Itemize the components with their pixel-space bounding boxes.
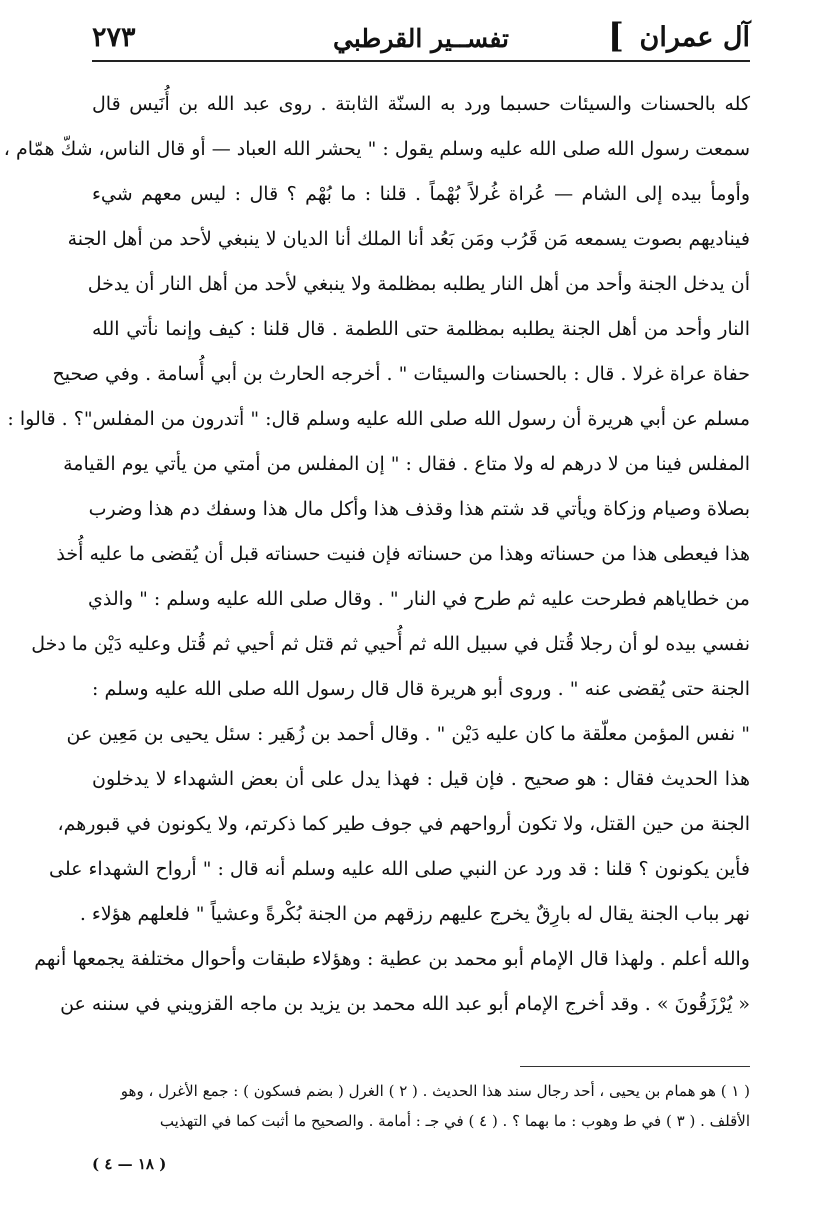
- page-header: [92, 14, 750, 62]
- header-rule: [92, 60, 750, 62]
- text-line: المفلس فينا من لا درهم له ولا متاع . فقال : " إن المفلس من أمتي من يأتي يوم القيامة: [63, 453, 750, 475]
- surah-title: آل عمران: [639, 22, 750, 53]
- text-line: الجنة حتى يُقضى عنه " . وروى أبو هريرة قال قال رسول الله صلى الله عليه وسلم :: [92, 678, 750, 700]
- text-line: أن يدخل الجنة وأحد من أهل النار يطلبه بمظلمة ولا ينبغي لأحد من أهل النار أن يدخل: [87, 273, 750, 295]
- footnote-line: الأقلف . ( ٣ ) في ط وهوب : ما بهما ؟ . ( ٤ ) في جـ : أمامة . والصحيح ما أثبت كما في التهذيب: [159, 1112, 750, 1130]
- text-line: كله بالحسنات والسيئات حسبما ورد به السنّة الثابتة . روى عبد الله بن أُنَيس قال: [92, 93, 750, 115]
- text-line: بصلاة وصيام وزكاة ويأتي قد شتم هذا وقذف هذا وأكل مال هذا وسفك دم هذا وضرب: [88, 498, 750, 520]
- text-line: هذا فيعطى هذا من حسناته وهذا من حسناته فإن فنيت حسناته قبل أن يُقضى ما عليه أُخذ: [56, 543, 750, 565]
- header-bracket: ]: [607, 16, 624, 56]
- text-line: « يُرْزَقُونَ » . وقد أخرج الإمام أبو عبد الله محمد بن يزيد بن ماجه القزويني في سننه عن: [60, 993, 750, 1015]
- text-line: هذا الحديث فقال : هو صحيح . فإن قيل : فهذا يدل على أن بعض الشهداء لا يدخلون: [92, 768, 750, 790]
- text-line: حفاة عراة غرلا . قال : بالحسنات والسيئات " . أخرجه الحارث بن أبي أُسامة . وفي صحيح: [52, 363, 750, 385]
- text-line: سمعت رسول الله صلى الله عليه وسلم يقول : " يحشر الله العباد — أو قال الناس، شكّ همّام ،: [3, 138, 750, 160]
- text-line: وأومأ بيده إلى الشام — عُراة غُرلاً بُهْماً . قلنا : ما بُهْم ؟ قال : ليس معهم شيء: [92, 183, 750, 205]
- text-line: فأين يكونون ؟ قلنا : قد ورد عن النبي صلى الله عليه وسلم أنه قال : " أرواح الشهداء على: [49, 858, 750, 880]
- text-line: الجنة من حين القتل، ولا تكون أرواحهم في جوف طير كما ذكرتم، ولا يكونون في قبورهم،: [57, 813, 750, 835]
- text-line: نفسي بيده لو أن رجلا قُتل في سبيل الله ثم أُحيي ثم قتل ثم أحيي ثم قُتل وعليه دَيْن ما دخل: [31, 633, 750, 655]
- footnote-line: ( ١ ) هو همام بن يحيى ، أحد رجال سند هذا الحديث . ( ٢ ) الغرل ( بضم فسكون ) : جمع الأغرل ، وهو: [120, 1082, 750, 1100]
- printer-signature: ( ١٨ — ٤ ): [92, 1155, 167, 1173]
- text-line: فيناديهم بصوت يسمعه مَن قَرُب ومَن بَعُد أنا الملك أنا الديان لا ينبغي لأحد من أهل الجنة: [67, 228, 750, 250]
- text-line: النار وأحد من أهل الجنة يطلبه بمظلمة حتى اللطمة . قال قلنا : كيف وإنما نأتي الله: [92, 318, 750, 340]
- text-line: من خطاياهم فطرحت عليه ثم طرح في النار " . وقال صلى الله عليه وسلم : " والذي: [87, 588, 750, 610]
- footnote-rule: [520, 1066, 750, 1067]
- text-line: والله أعلم . ولهذا قال الإمام أبو محمد بن عطية : وهؤلاء طبقات وأحوال مختلفة يجمعها أنهم: [34, 948, 750, 970]
- text-line: مسلم عن أبي هريرة أن رسول الله صلى الله عليه وسلم قال: " أتدرون من المفلس"؟ . قالوا :: [7, 408, 750, 430]
- body-text: [3, 82, 750, 1027]
- footnotes: [92, 1076, 750, 1136]
- text-line: " نفس المؤمن معلّقة ما كان عليه دَيْن " . وقال أحمد بن زُهَير : سئل يحيى بن مَعِين عن: [66, 723, 750, 745]
- page-number: ٢٧٣: [92, 22, 136, 53]
- book-title: تفســير القرطبي: [333, 24, 509, 53]
- text-line: نهر بباب الجنة يقال له بارِقٌ يخرج عليهم رزقهم من الجنة بُكْرةً وعشياً " فلعلهم هؤلاء .: [79, 903, 750, 925]
